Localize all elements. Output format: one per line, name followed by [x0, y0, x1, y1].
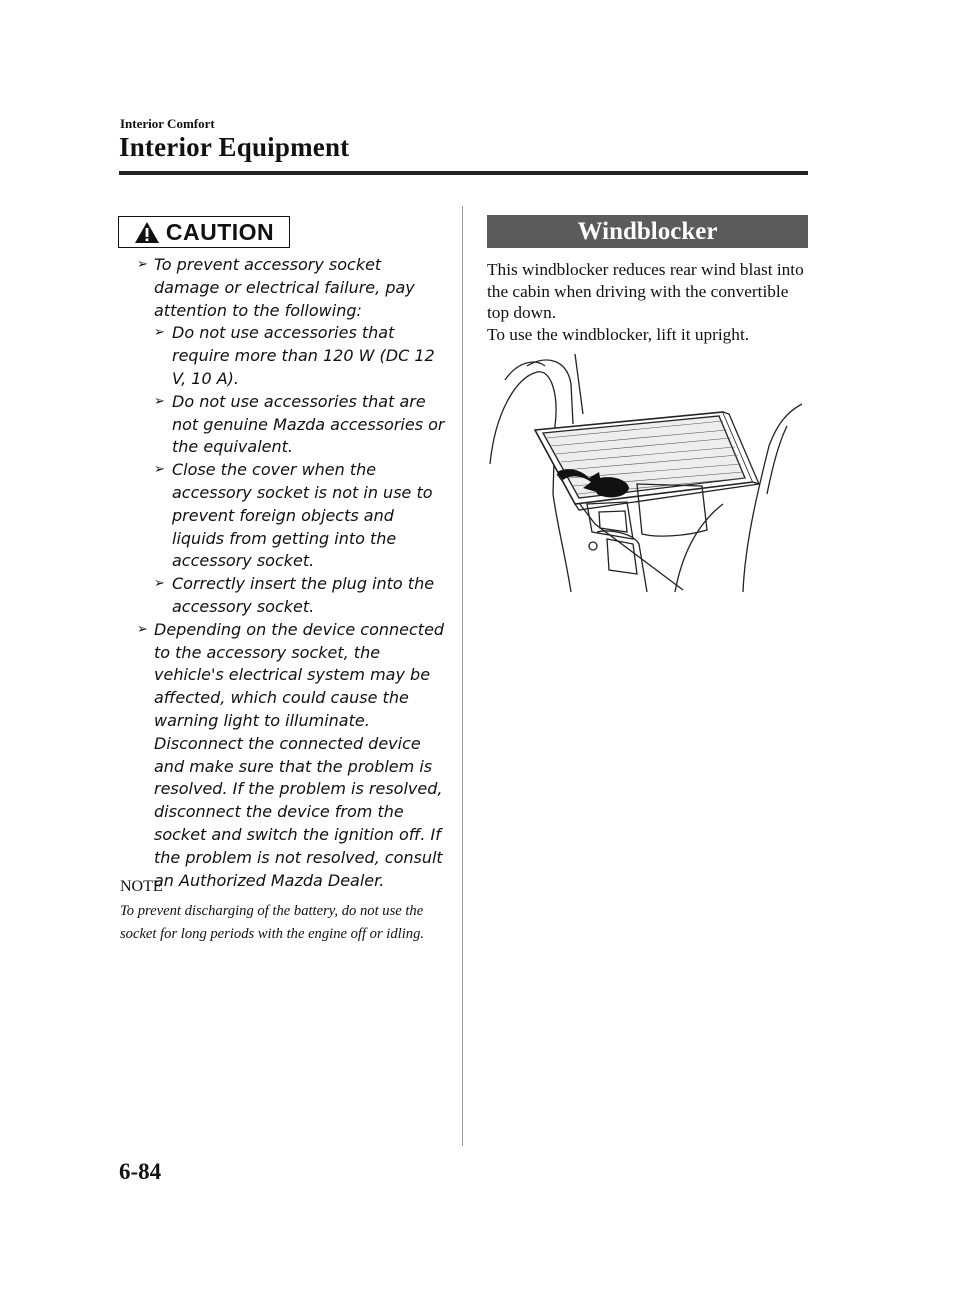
- column-divider: [462, 206, 463, 1146]
- caution-subitem-text: Close the cover when the accessory socket is not in use to prevent foreign objects and liquids from getting into the accessory socket.: [172, 460, 433, 571]
- page-number: 6-84: [119, 1159, 162, 1184]
- windblocker-description: [487, 259, 812, 345]
- warning-triangle-icon: [134, 221, 160, 244]
- caution-subitem: [120, 391, 450, 459]
- arrow-bullet-icon: ➢: [137, 257, 148, 272]
- caution-item: [120, 254, 450, 322]
- arrow-bullet-icon: ➢: [154, 393, 165, 409]
- title-rule: [119, 171, 808, 175]
- arrow-bullet-icon: ➢: [137, 621, 148, 637]
- caution-subitem-text: Do not use accessories that require more than 120 W (DC 12 V, 10 A).: [172, 323, 435, 388]
- note-text: To prevent discharging of the battery, do not use the socket for long periods with the engine off or idling.: [120, 903, 425, 942]
- windblocker-illustration: [487, 354, 809, 592]
- caution-item: [120, 619, 450, 893]
- windblocker-text-1: This windblocker reduces rear wind blast into the cabin when driving with the convertible top down.: [487, 260, 804, 322]
- caution-subitem: [120, 322, 450, 390]
- note-label: NOTE: [120, 878, 163, 895]
- arrow-bullet-icon: ➢: [154, 325, 165, 341]
- page-title: Interior Equipment: [119, 132, 350, 162]
- caution-item-text: To prevent accessory socket damage or electrical failure, pay attention to the following:: [154, 255, 415, 320]
- caution-label: CAUTION: [165, 218, 275, 245]
- arrow-bullet-icon: ➢: [154, 576, 165, 592]
- caution-item-text: Depending on the device connected to the accessory socket, the vehicle's electrical system may be affected, which could cause the warning light to illuminate. Disconnect the connected device and make sure that the problem is resolved. If the problem is resolved, disconnect the device from the socket and switch the ignition off. If the problem is not resolved, consult an Authorized Mazda Dealer.: [154, 619, 445, 890]
- arrow-bullet-icon: ➢: [154, 462, 165, 478]
- caution-content: [120, 254, 450, 892]
- caution-subitem-text: Correctly insert the plug into the accessory socket.: [172, 574, 435, 616]
- windblocker-heading: Windblocker: [487, 215, 808, 248]
- section-label: Interior Comfort: [120, 116, 215, 131]
- caution-box: [118, 216, 290, 248]
- caution-subitem: [120, 573, 450, 619]
- caution-subitem-text: Do not use accessories that are not genuine Mazda accessories or the equivalent.: [172, 391, 445, 457]
- windblocker-text-2: To use the windblocker, lift it upright.: [487, 324, 750, 344]
- caution-subitem: [120, 459, 450, 573]
